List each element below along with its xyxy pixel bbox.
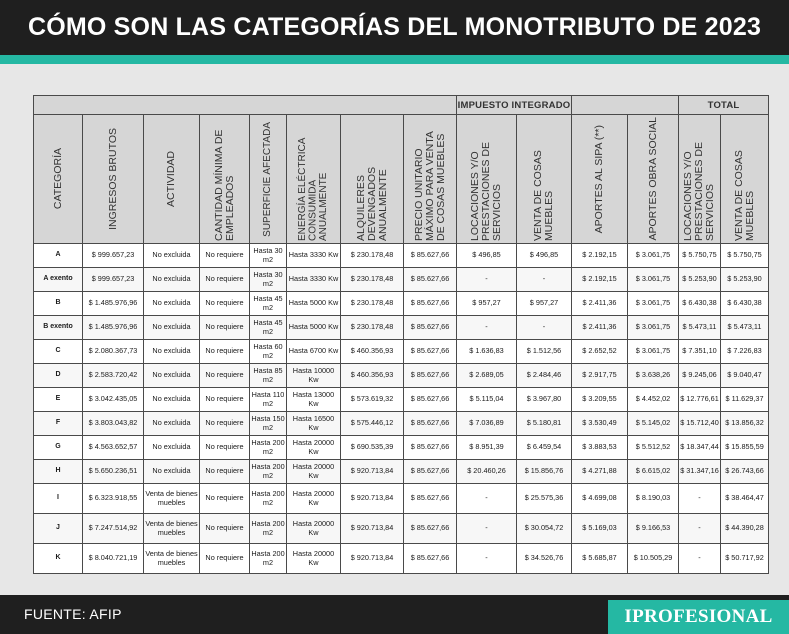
table-cell: $ 3.883,53	[572, 436, 628, 460]
table-cell: $ 4.563.652,57	[83, 436, 144, 460]
table-cell: No requiere	[200, 388, 250, 412]
table-cell: $ 1.485.976,96	[83, 316, 144, 340]
table-cell: $ 5.169,03	[572, 514, 628, 544]
table-cell: -	[457, 316, 517, 340]
table-cell: Hasta 20000 Kw	[287, 544, 341, 574]
table-cell: $ 496,85	[517, 244, 572, 268]
table-cell: $ 12.776,61	[679, 388, 721, 412]
table-cell: Hasta 20000 Kw	[287, 460, 341, 484]
table-cell: B	[34, 292, 83, 316]
table-cell: No excluida	[144, 316, 200, 340]
table-cell: Hasta 20000 Kw	[287, 484, 341, 514]
table-cell: -	[517, 268, 572, 292]
column-header	[517, 115, 572, 244]
table-cell: $ 15.855,59	[721, 436, 769, 460]
table-cell: $ 6.430,38	[679, 292, 721, 316]
table-cell: -	[679, 544, 721, 574]
table-cell: $ 9.166,53	[628, 514, 679, 544]
column-header-label: ENERGÍA ELÉCTRICA CONSUMIDA ANUALMENTE	[296, 138, 329, 241]
table-cell: $ 7.036,89	[457, 412, 517, 436]
table-cell: $ 7.247.514,92	[83, 514, 144, 544]
table-cell: $ 5.145,02	[628, 412, 679, 436]
table-cell: G	[34, 436, 83, 460]
column-header-label: LOCACIONES Y/O PRESTACIONES DE SERVICIOS	[469, 142, 503, 241]
table-cell: $ 5.180,81	[517, 412, 572, 436]
table-cell: $ 38.464,47	[721, 484, 769, 514]
table-cell: $ 999.657,23	[83, 244, 144, 268]
table-cell: Hasta 110 m2	[250, 388, 287, 412]
table-cell: $ 85.627,66	[404, 460, 457, 484]
table-row	[34, 316, 769, 340]
table-cell: $ 2.583.720,42	[83, 364, 144, 388]
table-cell: $ 3.061,75	[628, 244, 679, 268]
table-cell: -	[679, 514, 721, 544]
column-header-label: PRECIO UNITARIO MÁXIMO PARA VENTA DE COSAS MUEBLES	[412, 131, 447, 241]
table-cell: D	[34, 364, 83, 388]
table-cell: $ 85.627,66	[404, 340, 457, 364]
table-cell: $ 2.080.367,73	[83, 340, 144, 364]
column-header-label: CATEGORÍA	[51, 148, 64, 210]
table-cell: Venta de bienes muebles	[144, 484, 200, 514]
table-row	[34, 544, 769, 574]
table-cell: No requiere	[200, 316, 250, 340]
table-cell: $ 5.115,04	[457, 388, 517, 412]
column-header	[341, 115, 404, 244]
table-cell: $ 5.253,90	[679, 268, 721, 292]
table-cell: $ 496,85	[457, 244, 517, 268]
table-cell: No requiere	[200, 364, 250, 388]
table-cell: $ 5.750,75	[679, 244, 721, 268]
table-cell: $ 7.226,83	[721, 340, 769, 364]
table-cell: Venta de bienes muebles	[144, 544, 200, 574]
table-cell: $ 2.411,36	[572, 292, 628, 316]
page-title: CÓMO SON LAS CATEGORÍAS DEL MONOTRIBUTO DE 2023	[27, 13, 762, 41]
table-cell: $ 11.629,37	[721, 388, 769, 412]
table-cell: $ 230.178,48	[341, 316, 404, 340]
group-header-impuesto: IMPUESTO INTEGRADO	[457, 96, 572, 115]
table-cell: $ 920.713,84	[341, 484, 404, 514]
column-header-label: ALQUILERES DEVENGADOS ANUALMENTE	[354, 166, 389, 241]
table-cell: Hasta 60 m2	[250, 340, 287, 364]
table-cell: $ 920.713,84	[341, 514, 404, 544]
group-header-row	[34, 96, 769, 115]
table-cell: $ 34.526,76	[517, 544, 572, 574]
table-cell: $ 3.061,75	[628, 316, 679, 340]
table-cell: $ 957,27	[517, 292, 572, 316]
table-cell: No excluida	[144, 436, 200, 460]
table-cell: $ 3.061,75	[628, 292, 679, 316]
table-cell: $ 957,27	[457, 292, 517, 316]
table-cell: -	[457, 484, 517, 514]
table-cell: J	[34, 514, 83, 544]
table-cell: $ 4.452,02	[628, 388, 679, 412]
table-cell: No excluida	[144, 244, 200, 268]
table-cell: C	[34, 340, 83, 364]
table-cell: $ 6.430,38	[721, 292, 769, 316]
column-header	[457, 115, 517, 244]
table-cell: $ 3.042.435,05	[83, 388, 144, 412]
table-cell: Hasta 6700 Kw	[287, 340, 341, 364]
table-cell: Venta de bienes muebles	[144, 514, 200, 544]
table-body	[34, 244, 769, 574]
table-cell: No excluida	[144, 268, 200, 292]
table-cell: Hasta 200 m2	[250, 484, 287, 514]
table-cell: No excluida	[144, 340, 200, 364]
column-header-label: VENTA DE COSAS MUEBLES	[532, 150, 555, 241]
table-cell: -	[517, 316, 572, 340]
source-label: FUENTE: AFIP	[24, 606, 122, 622]
table-row	[34, 460, 769, 484]
table-cell: A	[34, 244, 83, 268]
table-cell: No excluida	[144, 412, 200, 436]
table-cell: $ 2.917,75	[572, 364, 628, 388]
column-header	[628, 115, 679, 244]
monotributo-table	[33, 95, 769, 574]
table-cell: No requiere	[200, 340, 250, 364]
table-cell: $ 26.743,66	[721, 460, 769, 484]
table-cell: $ 8.040.721,19	[83, 544, 144, 574]
table-row	[34, 268, 769, 292]
table-cell: Hasta 150 m2	[250, 412, 287, 436]
table-cell: No excluida	[144, 292, 200, 316]
table-cell: No excluida	[144, 388, 200, 412]
table-cell: Hasta 85 m2	[250, 364, 287, 388]
column-header-label: LOCACIONES Y/O PRESTACIONES DE SERVICIOS	[682, 142, 716, 241]
table-cell: $ 5.473,11	[721, 316, 769, 340]
table-cell: $ 85.627,66	[404, 388, 457, 412]
table-cell: Hasta 3330 Kw	[287, 244, 341, 268]
column-header-row	[34, 115, 769, 244]
table-cell: $ 690.535,39	[341, 436, 404, 460]
table-cell: $ 3.209,55	[572, 388, 628, 412]
table-cell: $ 460.356,93	[341, 340, 404, 364]
column-header	[404, 115, 457, 244]
table-cell: $ 920.713,84	[341, 544, 404, 574]
table-row	[34, 340, 769, 364]
table-cell: B exento	[34, 316, 83, 340]
table-cell: Hasta 200 m2	[250, 436, 287, 460]
table-row	[34, 412, 769, 436]
table-cell: Hasta 10000 Kw	[287, 364, 341, 388]
table-cell: No requiere	[200, 268, 250, 292]
table-cell: $ 85.627,66	[404, 436, 457, 460]
table-cell: $ 4.699,08	[572, 484, 628, 514]
table-cell: $ 460.356,93	[341, 364, 404, 388]
table-cell: $ 85.627,66	[404, 412, 457, 436]
group-header-blank	[34, 96, 457, 115]
table-cell: $ 85.627,66	[404, 514, 457, 544]
table-cell: $ 44.390,28	[721, 514, 769, 544]
table-cell: $ 1.636,83	[457, 340, 517, 364]
table-cell: $ 31.347,16	[679, 460, 721, 484]
column-header-label: APORTES AL SIPA (**)	[593, 124, 605, 234]
table-cell: $ 230.178,48	[341, 292, 404, 316]
table-cell: No requiere	[200, 292, 250, 316]
table-cell: $ 5.473,11	[679, 316, 721, 340]
table-row	[34, 514, 769, 544]
table-cell: $ 15.712,40	[679, 412, 721, 436]
table-cell: $ 573.619,32	[341, 388, 404, 412]
table-cell: $ 85.627,66	[404, 544, 457, 574]
table-cell: $ 230.178,48	[341, 244, 404, 268]
table-cell: Hasta 5000 Kw	[287, 316, 341, 340]
table-row	[34, 244, 769, 268]
table-row	[34, 436, 769, 460]
table-cell: $ 7.351,10	[679, 340, 721, 364]
table-cell: F	[34, 412, 83, 436]
table-cell: No excluida	[144, 364, 200, 388]
column-header-label: CANTIDAD MÍNIMA DE EMPLEADOS	[212, 129, 236, 241]
table-cell: $ 9.245,06	[679, 364, 721, 388]
table-cell: Hasta 5000 Kw	[287, 292, 341, 316]
table-cell: $ 4.271,88	[572, 460, 628, 484]
table-cell: $ 3.638,26	[628, 364, 679, 388]
table-cell: $ 3.967,80	[517, 388, 572, 412]
column-header-label: VENTA DE COSAS MUEBLES	[732, 150, 756, 241]
column-header	[721, 115, 769, 244]
table-cell: $ 2.652,52	[572, 340, 628, 364]
table-cell: $ 6.459,54	[517, 436, 572, 460]
column-header	[144, 115, 200, 244]
table-cell: $ 2.192,15	[572, 244, 628, 268]
table-row	[34, 388, 769, 412]
table-cell: $ 9.040,47	[721, 364, 769, 388]
table-cell: -	[457, 514, 517, 544]
table-cell: Hasta 200 m2	[250, 544, 287, 574]
table-cell: $ 3.530,49	[572, 412, 628, 436]
column-header	[83, 115, 144, 244]
table-cell: $ 230.178,48	[341, 268, 404, 292]
table-cell: No excluida	[144, 460, 200, 484]
table-cell: Hasta 13000 Kw	[287, 388, 341, 412]
table-cell: $ 15.856,76	[517, 460, 572, 484]
table-cell: Hasta 20000 Kw	[287, 514, 341, 544]
table-cell: $ 25.575,36	[517, 484, 572, 514]
table-cell: $ 2.689,05	[457, 364, 517, 388]
table-cell: $ 85.627,66	[404, 268, 457, 292]
table-row	[34, 484, 769, 514]
table-cell: No requiere	[200, 244, 250, 268]
iprofesional-logo: IPROFESIONAL	[608, 600, 789, 634]
column-header	[287, 115, 341, 244]
table-cell: $ 3.061,75	[628, 340, 679, 364]
table-cell: $ 85.627,66	[404, 484, 457, 514]
table-cell: H	[34, 460, 83, 484]
column-header	[250, 115, 287, 244]
table-cell: $ 3.061,75	[628, 268, 679, 292]
table-cell: $ 6.615,02	[628, 460, 679, 484]
group-header-blank-2	[572, 96, 679, 115]
table-cell: -	[679, 484, 721, 514]
table-cell: -	[457, 268, 517, 292]
table-cell: $ 50.717,92	[721, 544, 769, 574]
table-cell: $ 5.650.236,51	[83, 460, 144, 484]
table-cell: No requiere	[200, 484, 250, 514]
table-cell: $ 1.485.976,96	[83, 292, 144, 316]
column-header	[679, 115, 721, 244]
column-header-label: ACTIVIDAD	[165, 150, 177, 207]
table-cell: No requiere	[200, 436, 250, 460]
table-cell: $ 3.803.043,82	[83, 412, 144, 436]
column-header-label: SUPERFICIE AFECTADA	[261, 121, 273, 237]
table-cell: Hasta 3330 Kw	[287, 268, 341, 292]
table-cell: Hasta 16500 Kw	[287, 412, 341, 436]
table-cell: K	[34, 544, 83, 574]
table-cell: $ 8.190,03	[628, 484, 679, 514]
table-cell: $ 6.323.918,55	[83, 484, 144, 514]
group-header-total: TOTAL	[679, 96, 769, 115]
table-cell: A exento	[34, 268, 83, 292]
table-cell: $ 5.512,52	[628, 436, 679, 460]
table-cell: $ 5.253,90	[721, 268, 769, 292]
table-cell: Hasta 200 m2	[250, 514, 287, 544]
table-cell: $ 18.347,44	[679, 436, 721, 460]
table-cell: $ 5.685,87	[572, 544, 628, 574]
table-cell: $ 1.512,56	[517, 340, 572, 364]
column-header-label: APORTES OBRA SOCIAL	[646, 117, 659, 241]
table-cell: $ 85.627,66	[404, 244, 457, 268]
title-bar	[0, 0, 789, 55]
table-cell: $ 2.484,46	[517, 364, 572, 388]
table-cell: $ 575.446,12	[341, 412, 404, 436]
table-cell: $ 30.054,72	[517, 514, 572, 544]
table-cell: $ 20.460,26	[457, 460, 517, 484]
table-cell: Hasta 20000 Kw	[287, 436, 341, 460]
column-header	[572, 115, 628, 244]
table-cell: No requiere	[200, 412, 250, 436]
table-row	[34, 292, 769, 316]
table-row	[34, 364, 769, 388]
column-header-label: INGRESOS BRUTOS	[106, 128, 119, 230]
table-cell: -	[457, 544, 517, 574]
table-cell: $ 85.627,66	[404, 364, 457, 388]
table-cell: $ 5.750,75	[721, 244, 769, 268]
table-cell: $ 10.505,29	[628, 544, 679, 574]
table-cell: No requiere	[200, 544, 250, 574]
table-cell: Hasta 200 m2	[250, 460, 287, 484]
table-cell: I	[34, 484, 83, 514]
table-cell: $ 85.627,66	[404, 292, 457, 316]
table-cell: $ 8.951,39	[457, 436, 517, 460]
table-cell: No requiere	[200, 514, 250, 544]
table-cell: Hasta 45 m2	[250, 292, 287, 316]
table-cell: Hasta 45 m2	[250, 316, 287, 340]
table-cell: $ 999.657,23	[83, 268, 144, 292]
table-cell: Hasta 30 m2	[250, 244, 287, 268]
table-cell: No requiere	[200, 460, 250, 484]
table-cell: $ 2.411,36	[572, 316, 628, 340]
table-cell: $ 13.856,32	[721, 412, 769, 436]
table-cell: Hasta 30 m2	[250, 268, 287, 292]
table-cell: $ 85.627,66	[404, 316, 457, 340]
column-header	[200, 115, 250, 244]
table-cell: $ 2.192,15	[572, 268, 628, 292]
column-header	[34, 115, 83, 244]
table-cell: $ 920.713,84	[341, 460, 404, 484]
table-cell: E	[34, 388, 83, 412]
accent-stripe	[0, 55, 789, 64]
